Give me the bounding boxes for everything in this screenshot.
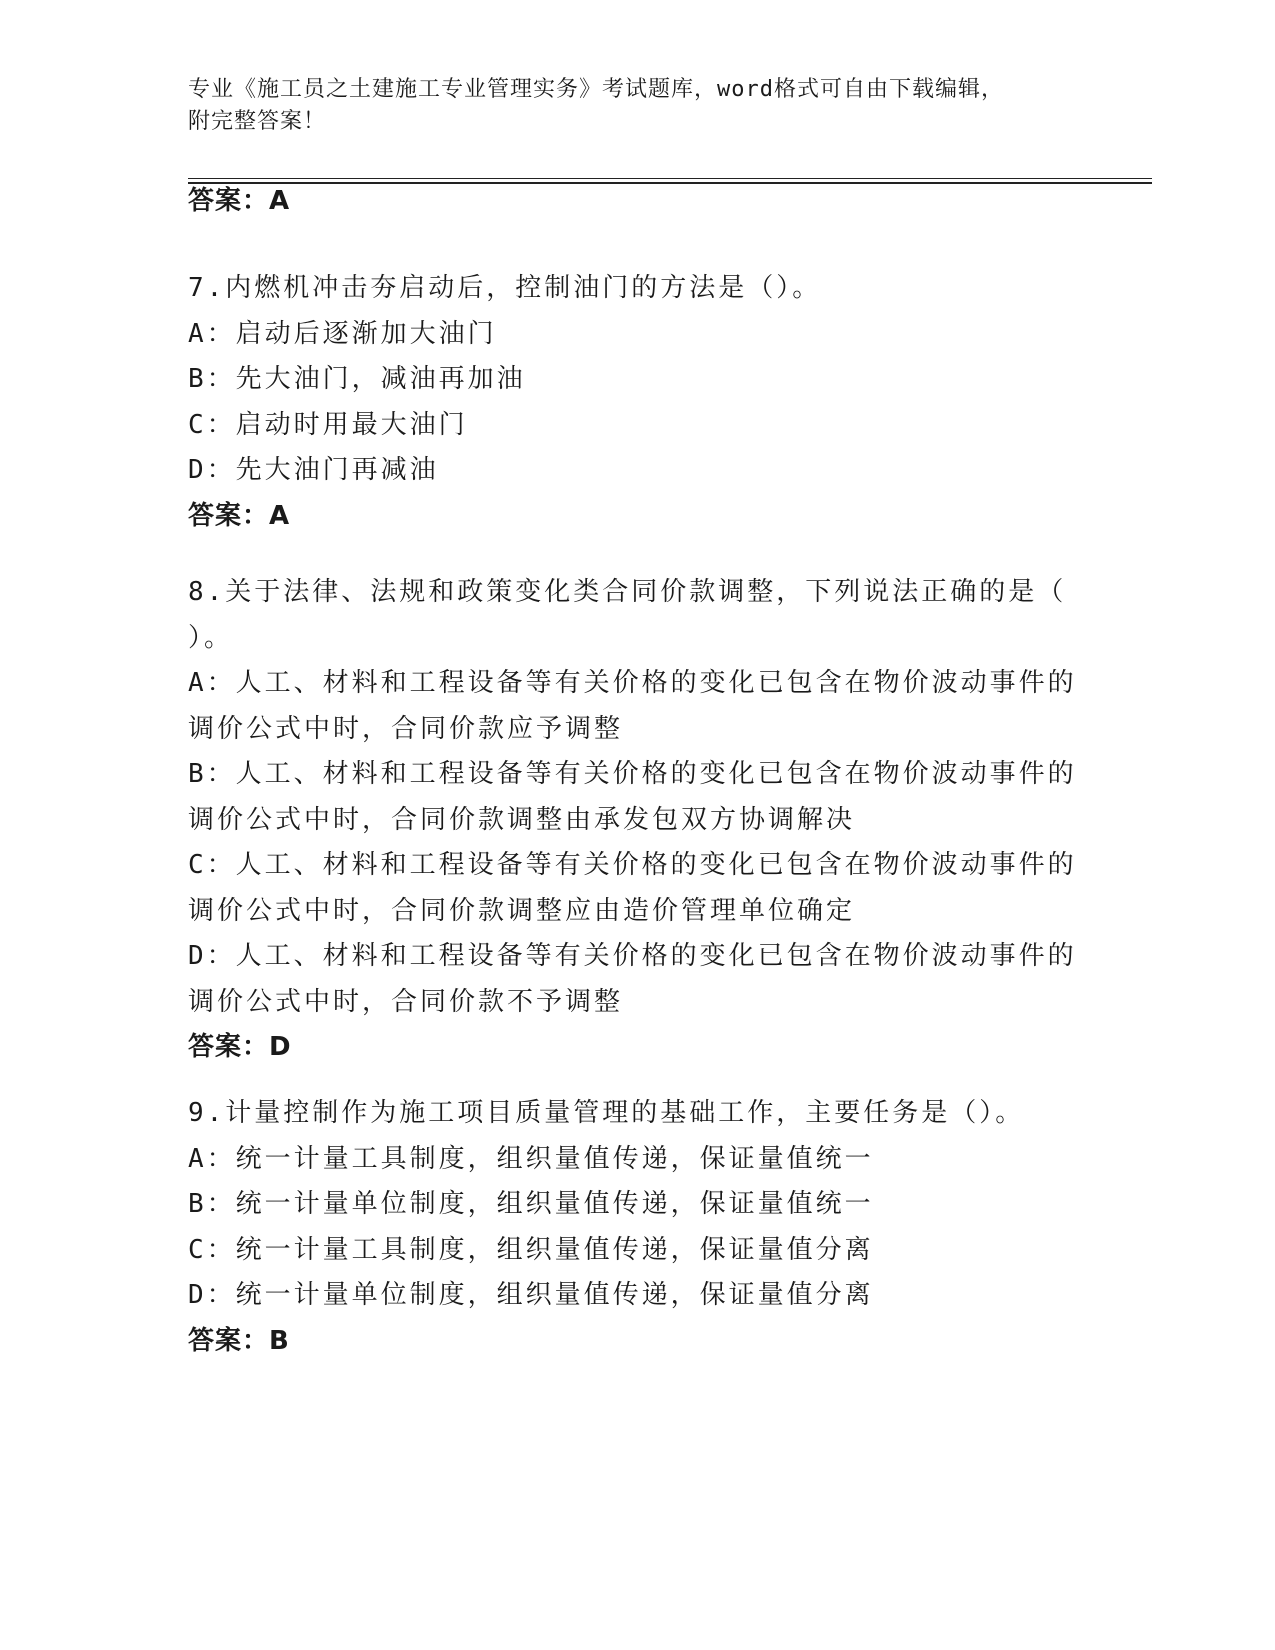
option-b-line-2: 调价公式中时，合同价款调整由承发包双方协调解决 <box>188 804 856 835</box>
header-line-1: 专业《施工员之土建施工专业管理实务》考试题库，word格式可自由下载编辑， <box>188 77 1004 102</box>
answer-label: 答案：A <box>188 500 291 531</box>
answer-label: 答案：A <box>188 186 291 216</box>
option-d-line-2: 调价公式中时，合同价款不予调整 <box>188 986 624 1017</box>
option-a-line-1: A：人工、材料和工程设备等有关价格的变化已包含在物价波动事件的 <box>188 668 1077 698</box>
question-stem: 7.内燃机冲击夯启动后，控制油门的方法是（）。 <box>188 273 822 303</box>
header-line-2: 附完整答案！ <box>188 109 327 134</box>
question-stem-line-2: ）。 <box>188 622 234 653</box>
option-c-line-2: 调价公式中时，合同价款调整应由造价管理单位确定 <box>188 895 856 926</box>
option-b-line-1: B：人工、材料和工程设备等有关价格的变化已包含在物价波动事件的 <box>188 759 1077 789</box>
prev-answer-block <box>188 179 1088 225</box>
question-7 <box>188 266 1088 539</box>
option-a: A：启动后逐渐加大油门 <box>188 318 497 349</box>
answer-label: 答案：D <box>188 1032 292 1062</box>
option-d: D：统一计量单位制度，组织量值传递，保证量值分离 <box>188 1280 874 1310</box>
answer-label: 答案：B <box>188 1325 290 1356</box>
question-9 <box>188 1091 1088 1364</box>
option-b: B：统一计量单位制度，组织量值传递，保证量值统一 <box>188 1189 874 1219</box>
option-a-line-2: 调价公式中时，合同价款应予调整 <box>188 713 624 744</box>
option-d-line-1: D：人工、材料和工程设备等有关价格的变化已包含在物价波动事件的 <box>188 941 1077 971</box>
option-b: B：先大油门，减油再加油 <box>188 364 526 394</box>
option-a: A：统一计量工具制度，组织量值传递，保证量值统一 <box>188 1143 874 1174</box>
option-c: C：统一计量工具制度，组织量值传递，保证量值分离 <box>188 1234 874 1265</box>
document-header <box>188 74 1088 138</box>
option-c: C：启动时用最大油门 <box>188 409 468 440</box>
question-8 <box>188 570 1088 1071</box>
question-stem: 9.计量控制作为施工项目质量管理的基础工作，主要任务是（）。 <box>188 1098 1025 1128</box>
option-c-line-1: C：人工、材料和工程设备等有关价格的变化已包含在物价波动事件的 <box>188 850 1077 880</box>
question-stem-line-1: 8.关于法律、法规和政策变化类合同价款调整，下列说法正确的是（ <box>188 577 1067 607</box>
option-d: D：先大油门再减油 <box>188 455 439 485</box>
